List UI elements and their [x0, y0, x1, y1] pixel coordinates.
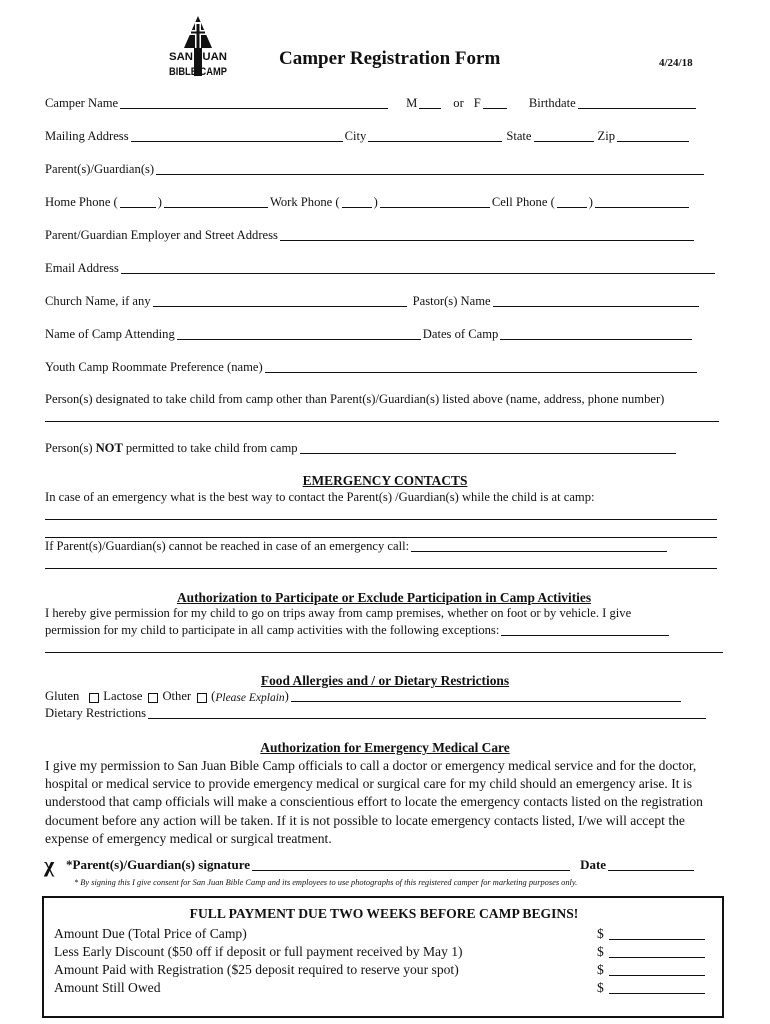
church-label: Church Name, if any — [45, 294, 151, 308]
city-label: City — [344, 129, 367, 143]
parents-label: Parent(s)/Guardian(s) — [45, 162, 155, 176]
signature-field[interactable] — [252, 858, 570, 871]
female-field[interactable] — [483, 96, 507, 109]
designated-label: Person(s) designated to take child from camp other than Parent(s)/Guardian(s) listed above (name, address, phone number) — [45, 392, 665, 406]
lactose-label: Lactose — [103, 689, 143, 703]
emergency-question — [45, 490, 595, 505]
email-label: Email Address — [45, 261, 119, 275]
cell-paren: ) — [588, 195, 593, 209]
exceptions-field[interactable] — [501, 623, 669, 636]
please-explain-label: Please Explain — [215, 692, 285, 704]
work-phone-label: Work Phone ( — [269, 195, 340, 209]
emergency-line-1[interactable] — [45, 519, 717, 520]
form-date: 4/24/18 — [659, 57, 693, 69]
emergency-heading: EMERGENCY CONTACTS — [302, 473, 468, 488]
male-field[interactable] — [419, 96, 441, 109]
designated-row — [45, 392, 664, 407]
currency-symbol: $ — [597, 926, 604, 941]
currency-symbol: $ — [597, 962, 604, 977]
authorization-line-2 — [45, 623, 671, 638]
currency-symbol: $ — [597, 980, 604, 995]
email-field[interactable] — [121, 261, 715, 274]
camper-name-label: Camper Name — [45, 96, 119, 110]
camp-row — [45, 327, 694, 342]
zip-label: Zip — [597, 129, 615, 143]
zip-field[interactable] — [617, 129, 689, 142]
camp-logo — [168, 14, 228, 80]
signature-date-field[interactable] — [608, 858, 694, 871]
lactose-checkbox[interactable] — [148, 693, 158, 703]
church-field[interactable] — [153, 294, 407, 307]
parents-row — [45, 162, 706, 177]
authorization-line-1 — [45, 606, 631, 621]
pastor-field[interactable] — [493, 294, 699, 307]
pastor-label: Pastor(s) Name — [412, 294, 491, 308]
camp-dates-label: Dates of Camp — [422, 327, 499, 341]
employer-field[interactable] — [280, 228, 694, 241]
authorization-text-2: permission for my child to participate in all camp activities with the following exceptions: — [45, 623, 500, 637]
not-permitted-post: permitted to take child from camp — [125, 441, 298, 455]
cell-area-field[interactable] — [557, 195, 587, 208]
amount-paid-field[interactable] — [609, 963, 705, 976]
employer-label: Parent/Guardian Employer and Street Address — [45, 228, 278, 242]
payment-box — [42, 896, 724, 1018]
signature-row — [66, 857, 696, 873]
explain-open: ( — [211, 689, 216, 703]
designated-field[interactable] — [45, 421, 719, 422]
parents-field[interactable] — [156, 162, 704, 175]
home-phone-field[interactable] — [164, 195, 268, 208]
early-discount-label: Less Early Discount ($50 off if deposit or full payment received by May 1) — [54, 944, 463, 959]
cross-logo-icon — [168, 14, 228, 80]
amount-owed-row — [597, 980, 707, 996]
svg-text:SAN JUAN: SAN JUAN — [169, 51, 228, 63]
cell-phone-label: Cell Phone ( — [491, 195, 555, 209]
explain-close: ) — [284, 689, 289, 703]
state-field[interactable] — [534, 129, 594, 142]
payment-heading: FULL PAYMENT DUE TWO WEEKS BEFORE CAMP BEGINS! — [189, 906, 579, 921]
gluten-label: Gluten — [45, 689, 80, 703]
other-explain-field[interactable] — [291, 689, 681, 702]
not-permitted-bold: NOT — [95, 441, 123, 455]
employer-row — [45, 228, 696, 243]
camp-dates-field[interactable] — [500, 327, 692, 340]
roommate-row — [45, 360, 699, 375]
amount-owed-field[interactable] — [609, 981, 705, 994]
dietary-label: Dietary Restrictions — [45, 706, 147, 720]
authorization-text-1: I hereby give permission for my child to go on trips away from camp premises, whether on foot or by vehicle. I give — [45, 606, 632, 620]
dietary-field[interactable] — [148, 706, 706, 719]
not-permitted-row — [45, 441, 678, 456]
exceptions-line-2[interactable] — [45, 652, 723, 653]
mailing-row — [45, 129, 691, 144]
phones-row — [45, 195, 691, 210]
form-title: Camper Registration Form — [279, 48, 501, 69]
unreached-line-2[interactable] — [45, 568, 717, 569]
svg-text:BIBLE CAMP: BIBLE CAMP — [169, 66, 227, 78]
emergency-question-label: In case of an emergency what is the best way to contact the Parent(s) /Guardian(s) while the child is at camp: — [45, 490, 595, 504]
amount-paid-label: Amount Paid with Registration ($25 deposit required to reserve your spot) — [54, 962, 459, 977]
unreached-field[interactable] — [411, 539, 667, 552]
camp-name-field[interactable] — [177, 327, 421, 340]
early-discount-field[interactable] — [609, 945, 705, 958]
home-area-field[interactable] — [120, 195, 156, 208]
emergency-line-2[interactable] — [45, 537, 717, 538]
amount-paid-row — [597, 962, 707, 978]
roommate-label: Youth Camp Roommate Preference (name) — [45, 360, 263, 374]
gluten-checkbox[interactable] — [89, 693, 99, 703]
food-checkbox-row — [45, 689, 683, 704]
not-permitted-pre: Person(s) — [45, 441, 93, 455]
mailing-address-label: Mailing Address — [45, 129, 129, 143]
or-label: or — [453, 96, 464, 110]
photo-consent-note: * By signing this I give consent for San Juan Bible Camp and its employees to use photographs of this registered camper for marketing purposes only. — [74, 878, 578, 887]
signature-mark-icon: χ — [44, 852, 55, 877]
camper-name-row — [45, 96, 698, 111]
currency-symbol: $ — [597, 944, 604, 959]
roommate-field[interactable] — [265, 360, 697, 373]
female-label: F — [473, 96, 481, 110]
amount-owed-label: Amount Still Owed — [54, 980, 161, 995]
dietary-row — [45, 706, 708, 721]
camp-name-label: Name of Camp Attending — [45, 327, 175, 341]
not-permitted-field[interactable] — [300, 441, 676, 454]
unreached-row — [45, 539, 669, 554]
camper-name-field[interactable] — [120, 96, 388, 109]
church-row — [45, 294, 701, 309]
amount-due-field[interactable] — [609, 927, 705, 940]
other-label: Other — [162, 689, 192, 703]
home-paren: ) — [157, 195, 162, 209]
amount-due-label: Amount Due (Total Price of Camp) — [54, 926, 247, 941]
work-area-field[interactable] — [342, 195, 372, 208]
amount-due-row — [597, 926, 707, 942]
city-field[interactable] — [368, 129, 502, 142]
work-paren: ) — [373, 195, 378, 209]
other-checkbox[interactable] — [197, 693, 207, 703]
male-label: M — [406, 96, 418, 110]
home-phone-label: Home Phone ( — [45, 195, 118, 209]
medical-heading: Authorization for Emergency Medical Care — [260, 740, 510, 755]
early-discount-row — [597, 944, 707, 960]
state-label: State — [506, 129, 532, 143]
mailing-address-field[interactable] — [131, 129, 343, 142]
birthdate-label: Birthdate — [528, 96, 576, 110]
food-heading: Food Allergies and / or Dietary Restrictions — [260, 673, 510, 688]
email-row — [45, 261, 717, 276]
work-phone-field[interactable] — [380, 195, 490, 208]
cell-phone-field[interactable] — [595, 195, 689, 208]
birthdate-field[interactable] — [578, 96, 696, 109]
signature-date-label: Date — [580, 857, 607, 872]
unreached-label: If Parent(s)/Guardian(s) cannot be reached in case of an emergency call: — [45, 539, 410, 553]
signature-label: *Parent(s)/Guardian(s) signature — [66, 857, 251, 872]
medical-text: I give my permission to San Juan Bible Camp officials to call a doctor or emergency medical service and for the doctor, hospital or medical service to provide emergency medical or surgical care for my child should an emergency arise. It is understood that camp officials will make a conscientious effort to locate the emergency contacts listed on the registration document before any action will be taken. If it is not possible to locate emergency contacts listed, I/we will accept the expense of emergency medical or surgical treatment. — [45, 758, 703, 846]
authorization-heading: Authorization to Participate or Exclude Participation in Camp Activities — [176, 590, 592, 605]
